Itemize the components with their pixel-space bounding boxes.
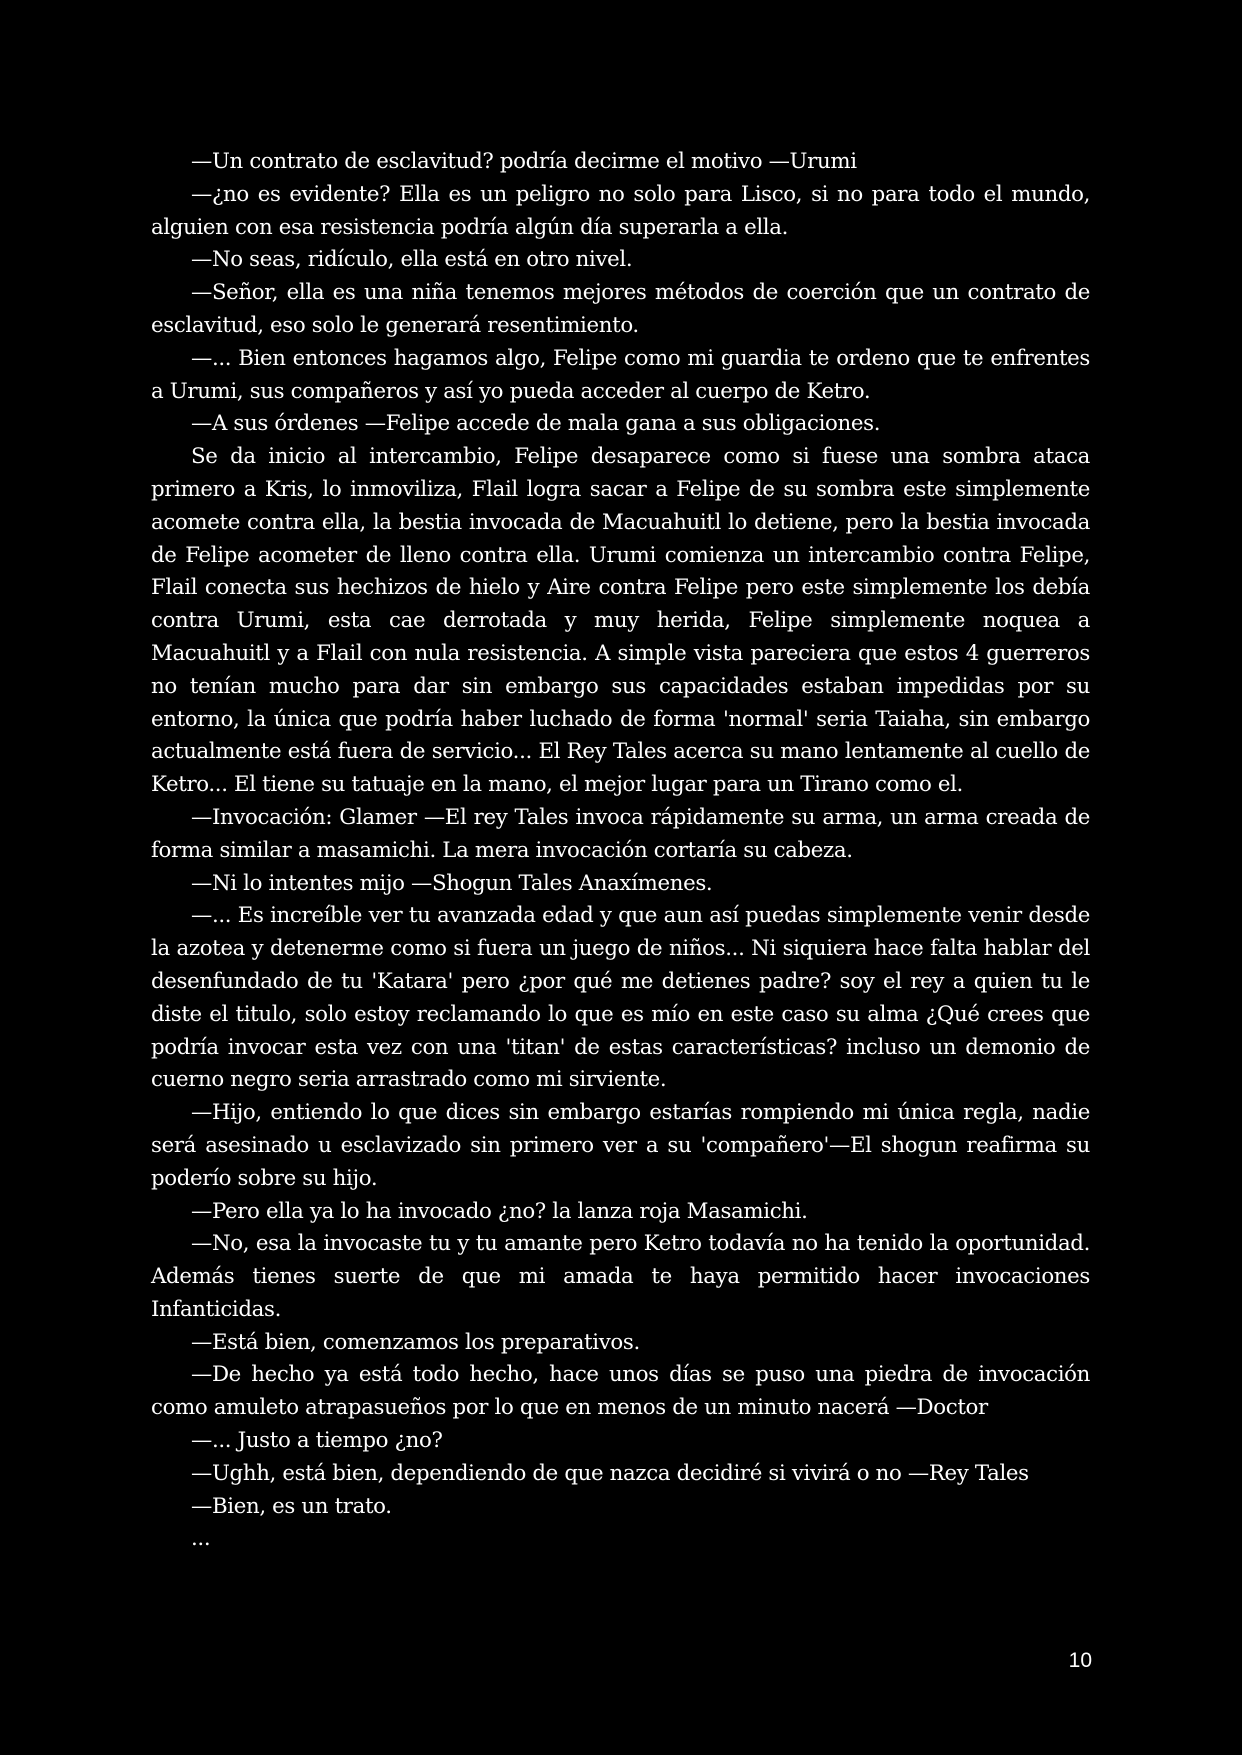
paragraph: —Bien, es un trato. <box>191 1493 392 1519</box>
paragraph: —Un contrato de esclavitud? podría decirme el motivo —Urumi <box>191 149 857 174</box>
page-number: 10 <box>1068 1649 1092 1672</box>
paragraph: —No seas, ridículo, ella está en otro nivel. <box>191 247 633 273</box>
paragraph: —Está bien, comenzamos los preparativos. <box>191 1329 640 1355</box>
paragraph: —No, esa la invocaste tu y tu amante pero Ketro todavía no ha tenido la oportunidad. Además tienes suerte de que mi amada te haya permitido hacer invocaciones Infanticidas. <box>151 1231 1090 1322</box>
paragraph: ... <box>191 1526 211 1552</box>
paragraph: —A sus órdenes —Felipe accede de mala gana a sus obligaciones. <box>191 411 881 437</box>
paragraph: —De hecho ya está todo hecho, hace unos días se puso una piedra de invocación como amuleto atrapasueños por lo que en menos de un minuto nacerá —Doctor <box>151 1362 1090 1421</box>
paragraph: —Ughh, está bien, dependiendo de que nazca decidiré si vivirá o no —Rey Tales <box>191 1460 1029 1486</box>
paragraph: —¿no es evidente? Ella es un peligro no solo para Lisco, si no para todo el mundo, alguien con esa resistencia podría algún día superarla a ella. <box>151 181 1090 240</box>
body-text <box>151 146 1090 1556</box>
paragraph: —Señor, ella es una niña tenemos mejores métodos de coerción que un contrato de esclavitud, eso solo le generará resentimiento. <box>151 280 1090 338</box>
paragraph: —... Bien entonces hagamos algo, Felipe como mi guardia te ordeno que te enfrentes a Urumi, sus compañeros y así yo pueda acceder al cuerpo de Ketro. <box>151 345 1090 404</box>
paragraph: —Invocación: Glamer —El rey Tales invoca rápidamente su arma, un arma creada de forma similar a masamichi. La mera invocación cortaría su cabeza. <box>151 804 1090 863</box>
paragraph: —... Justo a tiempo ¿no? <box>191 1428 443 1454</box>
paragraph: Se da inicio al intercambio, Felipe desaparece como si fuese una sombra ataca primero a Kris, lo inmoviliza, Flail logra sacar a Felipe de su sombra este simplemente acomete contra ella, la bestia invocada de Macuahuitl lo detiene, pero la bestia invocada de Felipe acometer de lleno contra ella. Urumi comienza un intercambio contra Felipe, Flail conecta sus hechizos de hielo y Aire contra Felipe pero este simplemente los debía contra Urumi, esta cae derrotada y muy herida, Felipe simplemente noquea a Macuahuitl y a Flail con nula resistencia. A simple vista pareciera que estos 4 guerreros no tenían mucho para dar sin embargo sus capacidades estaban impedidas por su entorno, la única que podría haber luchado de forma 'normal' seria Taiaha, sin embargo actualmente está fuera de servicio... El Rey Tales acerca su mano lentamente al cuello de Ketro... El tiene su tatuaje en la mano, el mejor lugar para un Tirano como el. <box>151 444 1090 798</box>
paragraph: —Pero ella ya lo ha invocado ¿no? la lanza roja Masamichi. <box>191 1198 808 1224</box>
paragraph: —Hijo, entiendo lo que dices sin embargo estarías rompiendo mi única regla, nadie será asesinado u esclavizado sin primero ver a su 'compañero'—El shogun reafirma su poderío sobre su hijo. <box>151 1100 1090 1191</box>
paragraph: —... Es increíble ver tu avanzada edad y que aun así puedas simplemente venir desde la azotea y detenerme como si fuera un juego de niños... Ni siquiera hace falta hablar del desenfundado de tu 'Katara' pero ¿por qué me detienes padre? soy el rey a quien tu le diste el titulo, solo estoy reclamando lo que es mío en este caso su alma ¿Qué crees que podría invocar esta vez con una 'titan' de estas características? incluso un demonio de cuerno negro seria arrastrado como mi sirviente. <box>151 903 1090 1093</box>
paragraph: —Ni lo intentes mijo —Shogun Tales Anaxímenes. <box>191 870 713 896</box>
